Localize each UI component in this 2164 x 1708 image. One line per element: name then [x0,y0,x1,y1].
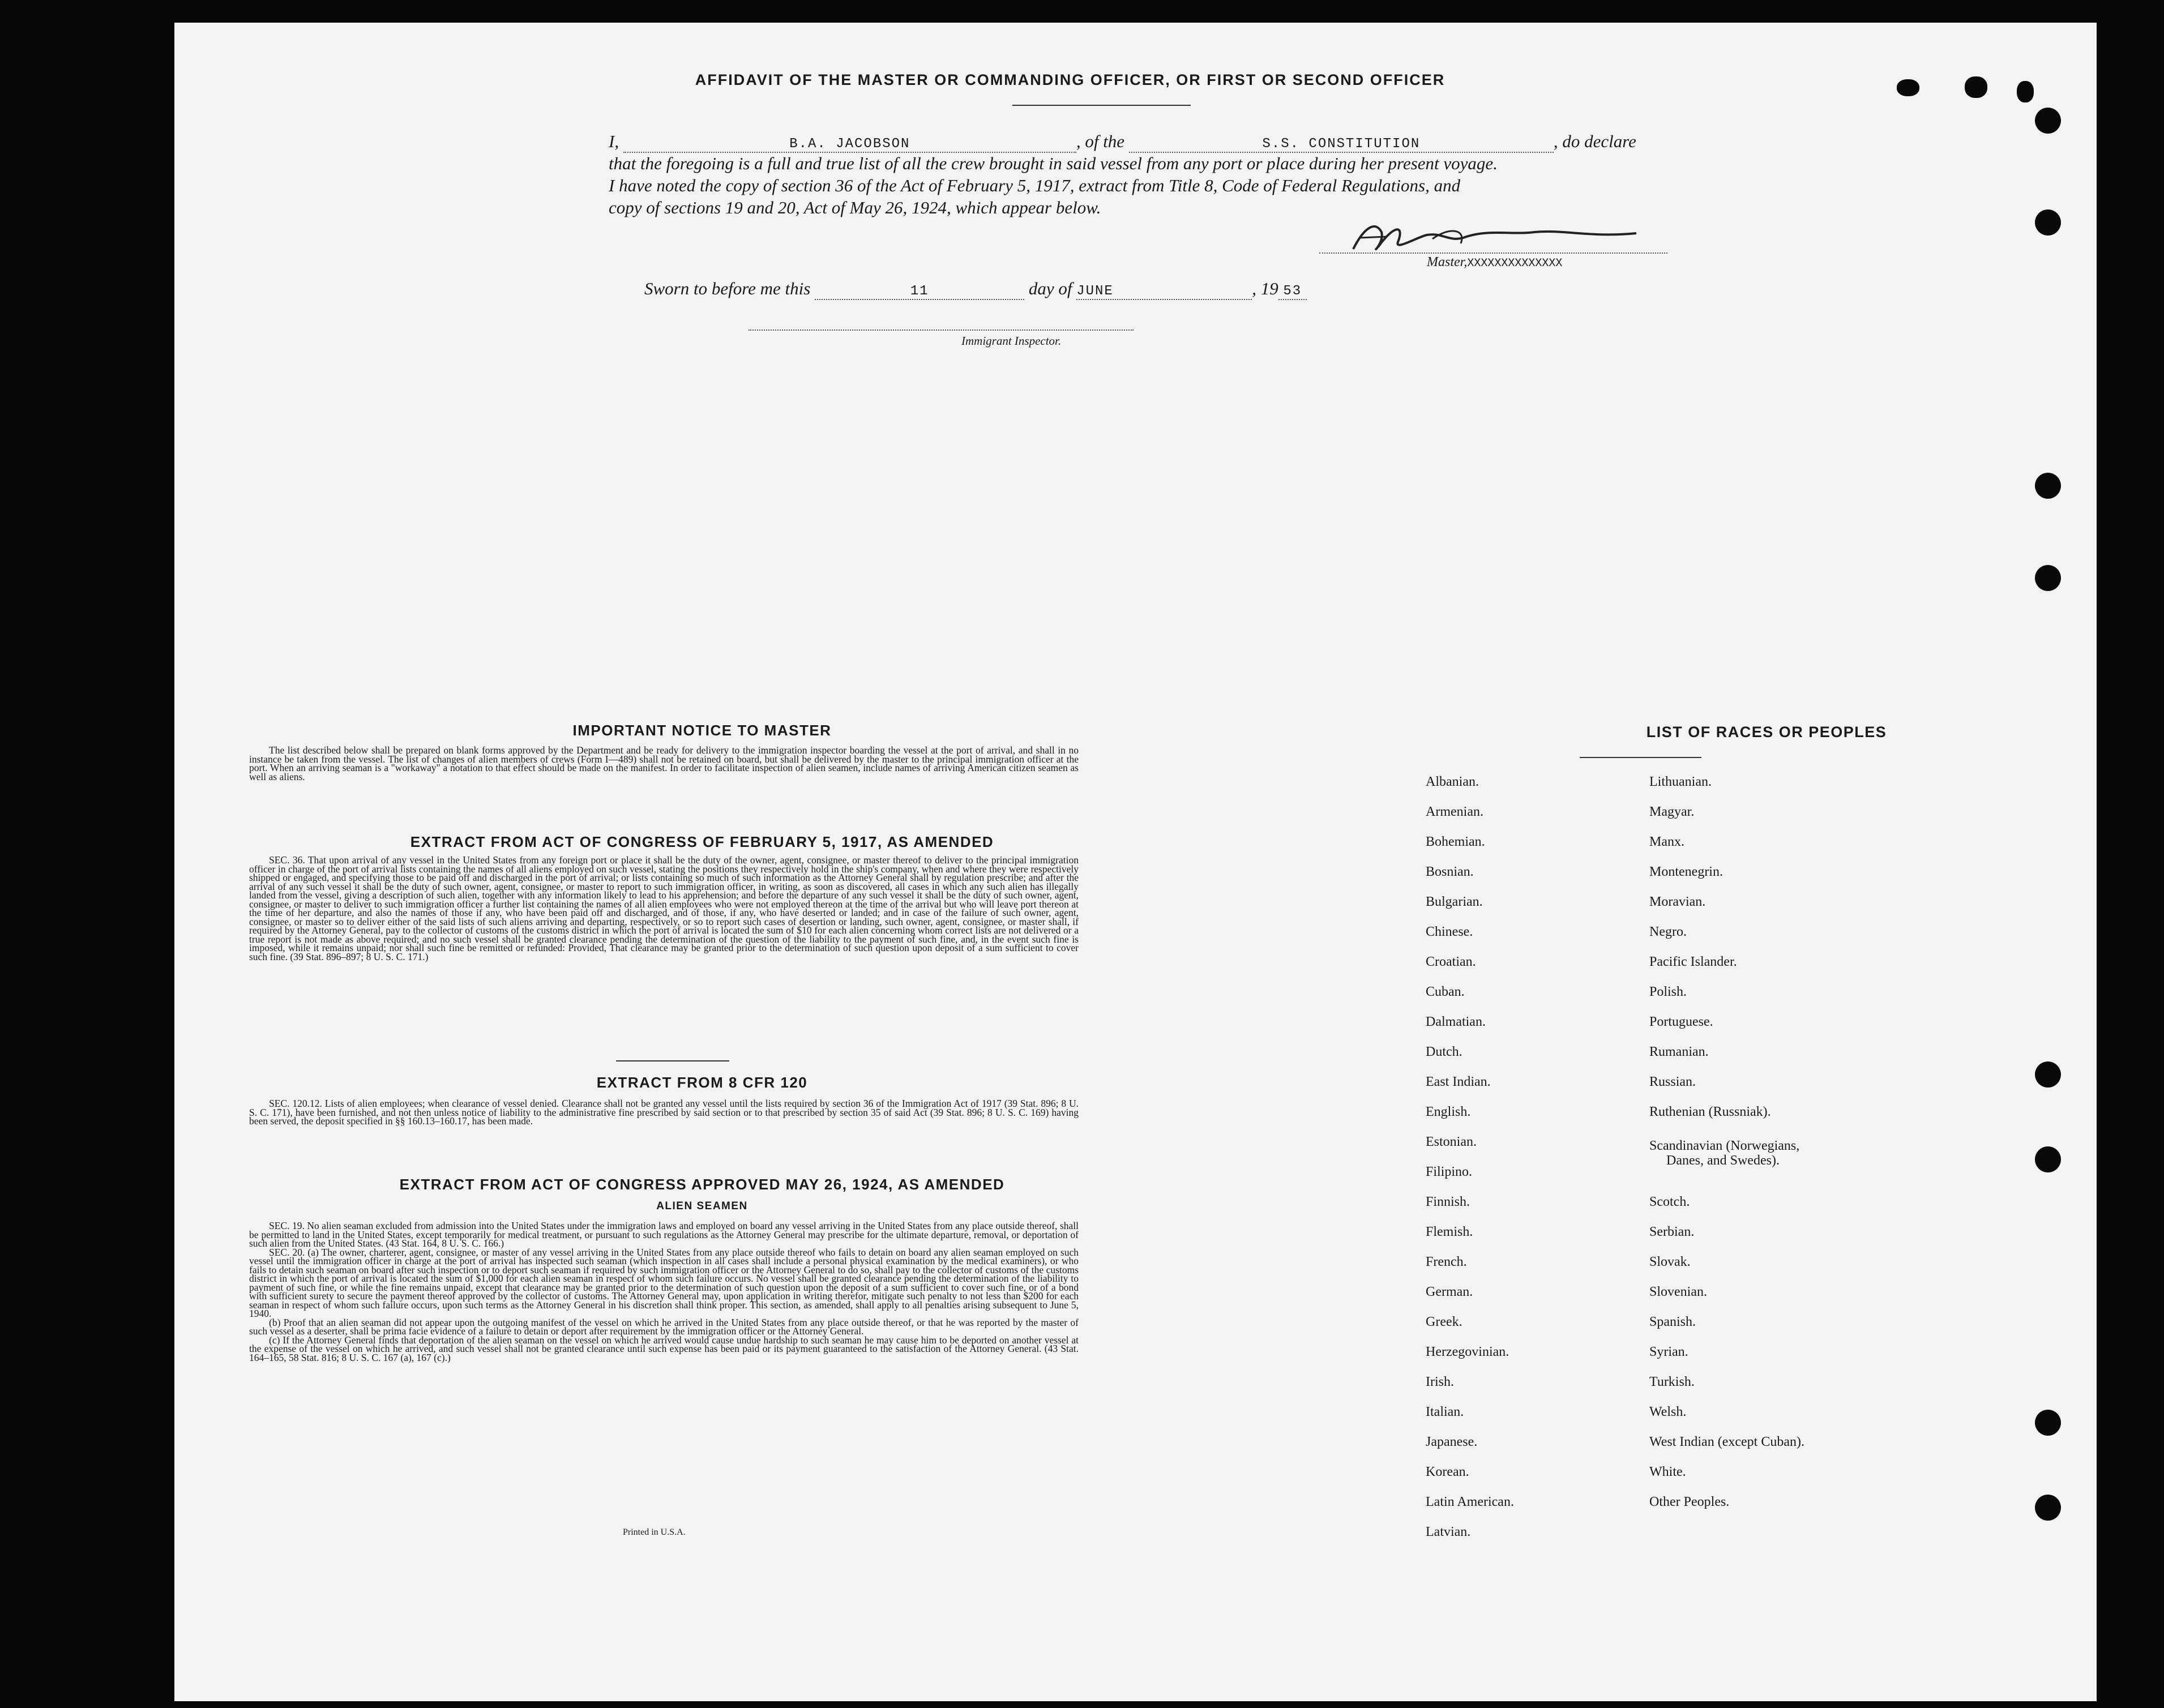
of-the-label: , of the [1076,131,1125,151]
race-item: Japanese. [1426,1435,1478,1449]
race-item: Korean. [1426,1465,1469,1479]
race-item: Bosnian. [1426,864,1474,879]
section-divider [616,1060,729,1061]
scan-mark [2017,81,2034,102]
race-item: Polish. [1649,984,1687,999]
race-item: Pacific Islander. [1649,954,1737,969]
punch-hole [2035,209,2061,236]
punch-hole [2035,565,2061,591]
race-item: Bohemian. [1426,834,1485,849]
punch-hole [2035,108,2061,134]
master-name-field[interactable]: B.A. JACOBSON [623,136,1076,153]
do-declare-label: , do declare [1553,131,1636,151]
race-item: English. [1426,1105,1471,1119]
race-item: Scotch. [1649,1195,1690,1209]
title-underline [1012,105,1191,106]
race-item: Croatian. [1426,954,1476,969]
race-item: Armenian. [1426,804,1483,819]
race-item: Herzegovinian. [1426,1345,1509,1359]
race-item: Turkish. [1649,1375,1695,1389]
race-item: Bulgarian. [1426,894,1483,909]
sworn-line [644,279,1307,300]
inspector-signature-line[interactable] [749,329,1134,331]
race-item: Filipino. [1426,1165,1473,1179]
race-item: Slovak. [1649,1255,1691,1269]
punch-hole [2035,473,2061,499]
declaration-line-2: that the foregoing is a full and true list of all the crew brought in said vessel from any port or place during her present voyage. [609,153,1498,173]
race-item: Latin American. [1426,1495,1514,1509]
scan-mark [1897,79,1919,96]
affidavit-title: AFFIDAVIT OF THE MASTER OR COMMANDING OFFICER, OR FIRST OR SECOND OFFICER [695,71,1445,88]
race-item: Ruthenian (Russniak). [1649,1105,1771,1119]
race-item: German. [1426,1285,1473,1299]
race-item: Flemish. [1426,1225,1473,1239]
race-item: West Indian (except Cuban). [1649,1435,1804,1449]
day-of-label: day of [1028,279,1072,298]
race-item: Albanian. [1426,774,1479,789]
inspector-label: Immigrant Inspector. [961,334,1062,348]
race-item: Negro. [1649,924,1687,939]
race-item: Lithuanian. [1649,774,1712,789]
race-item: Latvian. [1426,1525,1471,1539]
year-prefix: , 19 [1252,279,1278,298]
races-heading-underline [1580,757,1701,758]
race-item: East Indian. [1426,1075,1491,1089]
punch-hole [2035,1146,2061,1172]
race-item: Scandinavian (Norwegians, [1649,1138,1800,1153]
notice-text: The list described below shall be prepared on blank forms approved by the Department and be ready for delivery to the immigration inspector boarding the vessel at the port of arrival, and shall in no instance be taken from the vessel. The list of changes of alien members of crews (Form I—489) shall not be retained on board, but shall be delivered by the master to the principal immigration officer at the port. When an arriving seaman is a "workaway" a notation to that effect should be made on the manifest. In order to facilitate inspection of alien seamen, include names of arriving American citizen seamen as well as aliens. [249,744,1079,782]
race-item: Estonian. [1426,1135,1477,1149]
notice-heading: IMPORTANT NOTICE TO MASTER [572,722,832,739]
race-item: Finnish. [1426,1195,1470,1209]
race-item: Russian. [1649,1075,1696,1089]
printed-note: Printed in U.S.A. [623,1527,686,1537]
extract-1924-subheading: ALIEN SEAMEN [656,1200,748,1212]
race-item: Magyar. [1649,804,1695,819]
race-item: Cuban. [1426,984,1465,999]
declaration-line-1 [609,131,1673,153]
race-item: Other Peoples. [1649,1495,1730,1509]
extract-1917-text: SEC. 36. That upon arrival of any vessel in the United States from any foreign port or place it shall be the duty of the owner, agent, consignee, or master thereof to deliver to the principal immigration officer in charge of the port of arrival lists containing the names of all aliens employed on such vessel, stating the positions they respectively hold in the ship's company, when and where they were respectively shipped or engaged, and specifying those to be paid off and discharged in the port of arrival; or lists containing so much of such information as the Attorney General shall by regulation prescribe; and after the arrival of any such vessel it shall be the duty of such owner, agent, consignee, or master to report to such immigration officer, in writing, as soon as discovered, all cases in which any such alien has illegally landed from the vessel, giving a description of such alien, together with any information likely to lead to his apprehension; and before the departure of any such vessel it shall be the duty of such owner, agent, consignee, or master to deliver to such immigration officer a further list containing the names of all alien employees who were not employed thereon at the time of the arrival but who will leave port thereon at the time of her departure, and also the names of those if any, who have been paid off and discharged, and of those, if any, who have deserted or landed; and in case of the failure of such owner, agent, consignee, or master so to deliver either of the said lists of such aliens arriving and departing, respectively, or so to report such cases of desertion or landing, such owner, agent, consignee, or master shall, if required by the Attorney General, pay to the collector of customs of the customs district in which the port of arrival is located the sum of $10 for each alien concerning whom correct lists are not delivered or a true report is not made as above required; and no such vessel shall be granted clearance pending the determination of the question of the liability to the payment of such fine, and, in the event such fine is imposed, while it remains unpaid; nor shall such fine be remitted or refunded: Provided, That clearance may be granted prior to the determination of such question upon deposit of a sum sufficient to cover such fine. (39 Stat. 896–897; 8 U. S. C. 171.) [249,854,1079,962]
race-item: Serbian. [1649,1225,1695,1239]
race-item: Syrian. [1649,1345,1688,1359]
declaration-line-3: I have noted the copy of section 36 of the Act of February 5, 1917, extract from Title 8, Code of Federal Regulations, and [609,175,1461,195]
race-item: Portuguese. [1649,1014,1713,1029]
race-item: Slovenian. [1649,1285,1707,1299]
sworn-label: Sworn to before me this [644,279,811,298]
race-item: Rumanian. [1649,1045,1709,1059]
scan-mark [1965,76,1987,98]
race-item: Moravian. [1649,894,1706,909]
race-item: Irish. [1426,1375,1454,1389]
race-item: Dalmatian. [1426,1014,1486,1029]
race-item: Dutch. [1426,1045,1462,1059]
races-heading: LIST OF RACES OR PEOPLES [1646,724,1887,740]
master-signature [1319,215,1670,260]
declaration-line-4: copy of sections 19 and 20, Act of May 26, 1924, which appear below. [609,198,1101,217]
vessel-name-field[interactable]: S.S. CONSTITUTION [1129,136,1554,153]
extract-1917-heading: EXTRACT FROM ACT OF CONGRESS OF FEBRUARY 5, 1917, AS AMENDED [410,833,994,850]
race-item: Italian. [1426,1405,1464,1419]
signature-line [1319,252,1667,254]
race-item: Danes, and Swedes). [1666,1153,1780,1168]
extract-cfr-text: SEC. 120.12. Lists of alien employees; when clearance of vessel denied. Clearance shall not be granted any vessel until the lists required by section 36 of the Immigration Act of 1917 (39 Stat. 896; 8 U. S. C. 171), have been furnished, and not then unless notice of liability to the administrative fine prescribed by said section or to that prescribed by section 35 of said Act (39 Stat. 896; 8 U. S. C. 169) having been served, the deposit specified in §§ 160.13–160.17, has been made. [249,1098,1079,1127]
race-item: White. [1649,1465,1686,1479]
race-item: French. [1426,1255,1467,1269]
race-item: Welsh. [1649,1405,1687,1419]
race-item: Spanish. [1649,1315,1696,1329]
punch-hole [2035,1495,2061,1521]
race-item: Chinese. [1426,924,1473,939]
month-field[interactable]: JUNE [1076,284,1252,300]
extract-1924-text: SEC. 19. No alien seaman excluded from admission into the United States under the immigration laws and employed on board any vessel arriving in the United States from any place outside thereof, shall be permitted to land in the United States, except temporarily for medical treatment, or pursuant to such regulations as the Attorney General may prescribe for the ultimate departure, removal, or deportation of such alien from the United States. (43 Stat. 164, 8 U. S. C. 166.) SEC. 20. (a) The owner, charterer, agent, consignee, or master of any vessel arriving in the United States from any place outside thereof who fails to detain on board any alien seaman employed on such vessel until the immigration officer in charge at the port of arrival has inspected such seaman (which inspection in all cases shall include a personal physical examination by the medical examiners), or who fails to detain such seaman on board after such inspection or to deport such seaman if required by such immigration officer or the Attorney General to do so, shall pay to the collector of customs of the customs district in which the port of arrival is located the sum of $1,000 for each alien seaman in respect of whom such failure occurs. No vessel shall be granted clearance pending the determination of the liability to payment of such fine, or while the fine remains unpaid, except that clearance may be granted prior to the determination of such question upon the deposit of a sum sufficient to cover such fine, or of a bond with sufficient surety to secure the payment thereof approved by the collector of customs. The Attorney General may, upon application in writing therefor, mitigate such penalty to not less than $200 for each seaman in respect of whom such failure occurs, upon such terms as the Attorney General in his discretion shall think proper. This section, as amended, shall apply to all penalties arising subsequent to June 5, 1940. (b) Proof that an alien seaman did not appear upon the outgoing manifest of the vessel on which he arrived in the United States from any place outside thereof, or that he was reported by the master of such vessel as a deserter, shall be prima facie evidence of a failure to detain or deport after requirement by the immigration officer or the Attorney General. (c) If the Attorney General finds that deportation of the alien seaman on the vessel on which he arrived would cause undue hardship to such seaman he may cause him to be deported on another vessel at the expense of the vessel on which he arrived, and such vessel shall not be granted clearance until such expense has been paid or its payment guaranteed to the satisfaction of the Attorney General. (43 Stat. 164–165, 58 Stat. 816; 8 U. S. C. 167 (a), 167 (c).) [249,1220,1079,1363]
year-field[interactable]: 53 [1278,284,1307,300]
extract-1924-heading: EXTRACT FROM ACT OF CONGRESS APPROVED MAY 26, 1924, AS AMENDED [399,1176,1005,1193]
punch-hole [2035,1061,2061,1088]
extract-cfr-heading: EXTRACT FROM 8 CFR 120 [596,1074,808,1091]
race-item: Greek. [1426,1315,1462,1329]
i-label: I, [609,131,619,151]
punch-hole [2035,1410,2061,1436]
race-item: Montenegrin. [1649,864,1723,879]
race-item: Manx. [1649,834,1684,849]
master-title: Master,XXXXXXXXXXXXXX [1427,255,1563,270]
day-field[interactable]: 11 [815,284,1024,300]
